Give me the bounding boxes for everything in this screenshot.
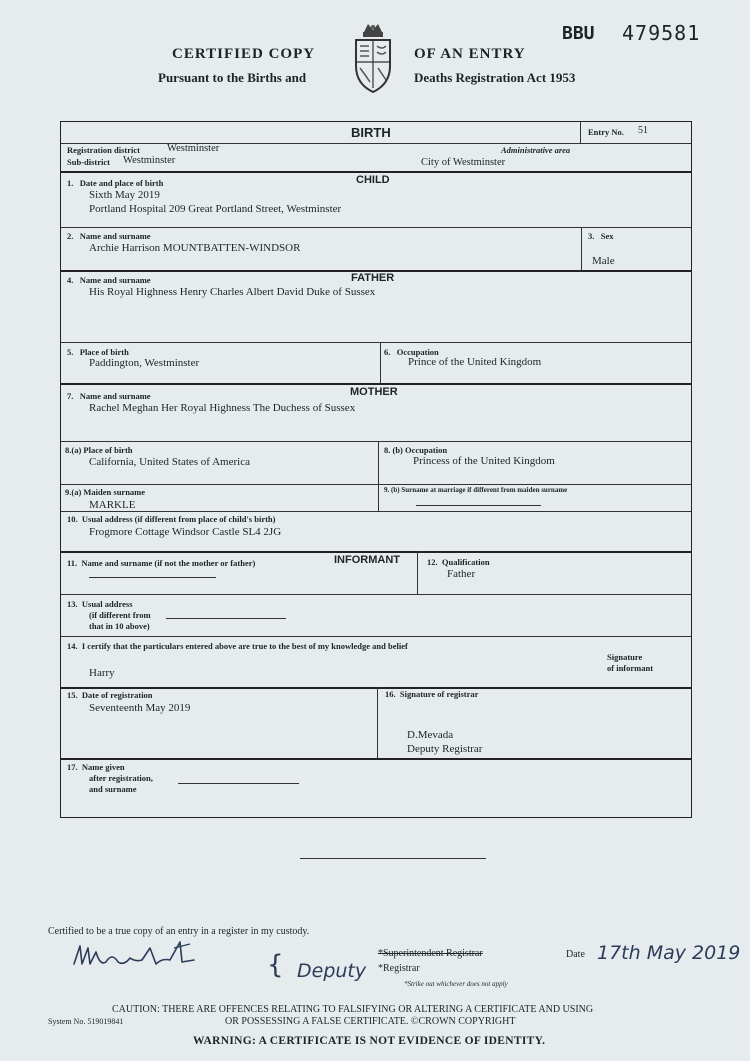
field-12-value: Father	[447, 568, 476, 580]
field-1-place: Portland Hospital 209 Great Portland Street, Westminster	[89, 203, 342, 215]
field-1-date: Sixth May 2019	[89, 189, 160, 201]
field-6-label: 6. Occupation	[384, 347, 439, 357]
field-14-value: Harry	[89, 667, 115, 679]
field-9a-label: 9.(a) Maiden surname	[65, 487, 146, 497]
field-17-label-line2: after registration,	[89, 773, 153, 783]
field-16-label: 16. Signature of registrar	[385, 689, 479, 699]
sub-district-value: Westminster	[123, 155, 176, 166]
field-15-value: Seventeenth May 2019	[89, 702, 191, 714]
administrative-area-value: City of Westminster	[421, 157, 506, 168]
field-13-blank-line	[166, 618, 286, 619]
entry-no-value: 51	[638, 125, 648, 136]
field-3-label: 3. Sex	[588, 231, 614, 241]
field-12-label: 12. Qualification	[427, 557, 490, 567]
serial-number: 479581	[622, 21, 701, 45]
field-2-value: Archie Harrison MOUNTBATTEN-WINDSOR	[89, 242, 301, 254]
header-right-subtitle: Deaths Registration Act 1953	[414, 70, 576, 85]
field-2-label: 2. Name and surname	[67, 231, 151, 241]
mother-header: MOTHER	[350, 386, 398, 398]
field-13-label-line2: (if different from	[89, 610, 151, 620]
field-10-value: Frogmore Cottage Windsor Castle SL4 2JG	[89, 526, 282, 538]
registration-district-value: Westminster	[167, 143, 220, 154]
field-17-blank-line	[178, 783, 299, 784]
administrative-area-label: Administrative area	[501, 145, 571, 155]
field-9a-value: MARKLE	[89, 499, 136, 511]
field-13-label-line3: that in 10 above)	[89, 621, 150, 631]
field-11-blank-line	[89, 577, 216, 578]
registrar-label: *Registrar	[378, 963, 420, 974]
brace-mark: {	[267, 950, 284, 980]
header-left-subtitle: Pursuant to the Births and	[158, 70, 307, 85]
field-17-label: 17. Name given	[67, 762, 125, 772]
field-8b-label: 8. (b) Occupation	[384, 445, 448, 455]
informant-header: INFORMANT	[334, 554, 400, 566]
entry-no-label: Entry No.	[588, 127, 624, 137]
registration-district-label: Registration district	[67, 145, 140, 155]
field-8a-value: California, United States of America	[89, 456, 250, 468]
field-4-label: 4. Name and surname	[67, 275, 151, 285]
separator-line	[300, 858, 486, 859]
field-5-value: Paddington, Westminster	[89, 357, 200, 369]
birth-entry-form	[60, 121, 692, 818]
field-9b-label: 9. (b) Surname at marriage if different from maiden surname	[384, 486, 568, 494]
header-left-title: CERTIFIED COPY	[172, 46, 316, 62]
serial-prefix: BBU	[562, 23, 595, 44]
field-9b-blank-line	[416, 505, 541, 506]
field-5-label: 5. Place of birth	[67, 347, 129, 357]
header-right-title: OF AN ENTRY	[414, 46, 526, 62]
field-11-label: 11. Name and surname (if not the mother or father)	[67, 558, 256, 568]
certified-statement: Certified to be a true copy of an entry in a register in my custody.	[48, 926, 310, 937]
field-3-value: Male	[592, 255, 615, 267]
official-signature-icon	[70, 938, 200, 976]
signature-informant-label-line2: of informant	[607, 663, 654, 673]
field-7-label: 7. Name and surname	[67, 391, 151, 401]
field-7-value: Rachel Meghan Her Royal Highness The Duchess of Sussex	[89, 402, 356, 414]
field-1-label: 1. Date and place of birth	[67, 178, 164, 188]
field-6-value: Prince of the United Kingdom	[408, 356, 542, 368]
field-4-value: His Royal Highness Henry Charles Albert David Duke of Sussex	[89, 286, 376, 298]
caution-line-2: OR POSSESSING A FALSE CERTIFICATE. ©CROWN COPYRIGHT	[225, 1016, 516, 1027]
handwritten-deputy: Deputy	[297, 960, 367, 982]
field-17-label-line3: and surname	[89, 784, 137, 794]
field-15-label: 15. Date of registration	[67, 690, 153, 700]
registrar-title: Deputy Registrar	[407, 743, 483, 755]
signature-informant-label: Signature	[607, 652, 643, 662]
field-8a-label: 8.(a) Place of birth	[65, 445, 133, 455]
child-header: CHILD	[356, 174, 390, 186]
form-title: BIRTH	[351, 125, 391, 140]
field-13-label: 13. Usual address	[67, 599, 133, 609]
field-14-label: 14. I certify that the particulars entered above are true to the best of my knowledge and belief	[67, 641, 408, 651]
superintendent-registrar: *Superintendent Registrar	[378, 948, 483, 959]
system-number: System No. 519019841	[48, 1017, 124, 1026]
father-header: FATHER	[351, 272, 395, 284]
caution-line-1: CAUTION: THERE ARE OFFENCES RELATING TO FALSIFYING OR ALTERING A CERTIFICATE AND USING	[112, 1004, 594, 1015]
sub-district-label: Sub-district	[67, 157, 110, 167]
field-10-label: 10. Usual address (if different from place of child's birth)	[67, 514, 276, 524]
date-label: Date	[566, 949, 585, 960]
handwritten-date: 17th May 2019	[597, 942, 741, 964]
royal-crest-icon	[350, 22, 396, 96]
registrar-name: D.Mevada	[407, 729, 454, 741]
strike-out-note: *Strike out whichever does not apply	[404, 980, 508, 988]
identity-warning: WARNING: A CERTIFICATE IS NOT EVIDENCE OF IDENTITY.	[193, 1035, 546, 1047]
field-8b-value: Princess of the United Kingdom	[413, 455, 555, 467]
